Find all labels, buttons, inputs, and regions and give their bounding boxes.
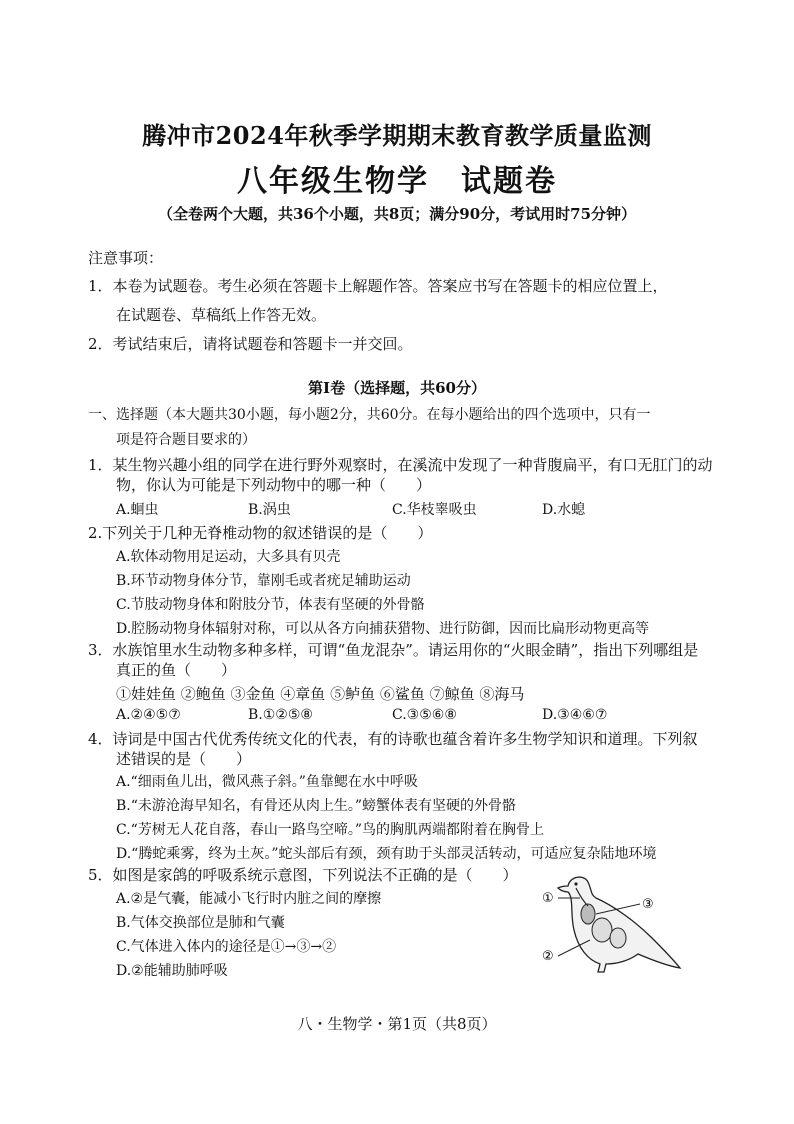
note-item-1-line1: 1．本卷为试题卷。考生必须在答题卡上解题作答。答案应书写在答题卡的相应位置上， [88, 277, 668, 295]
q3-stem-line1: 3．水族馆里水生动物多种多样，可谓“鱼龙混杂”。请运用你的“火眼金睛”，指出下列哪组是 [88, 641, 699, 659]
q2-option-a: A.软体动物用足运动，大多具有贝壳 [116, 549, 341, 565]
note-item-2: 2．考试结束后，请将试题卷和答题卡一并交回。 [88, 335, 413, 353]
q4-option-d: D.“腾蛇乘雾，终为土灰。”蛇头部后有颈，颈有助于头部灵活转动，可适应复杂陆地环境 [116, 846, 657, 862]
q4-stem-line1: 4．诗词是中国古代优秀传统文化的代表，有的诗歌也蕴含着许多生物学知识和道理。下列叙 [88, 730, 698, 748]
q5-option-a: A.②是气囊，能减小飞行时内脏之间的摩擦 [116, 891, 382, 907]
part1-title: 第Ⅰ卷（选择题，共60分） [308, 379, 486, 397]
exam-subtitle: （全卷两个大题，共36个小题，共8页；满分90分，考试用时75分钟） [157, 205, 637, 223]
q5-option-b: B.气体交换部位是肺和气囊 [116, 915, 285, 931]
pigeon-body-outline [558, 877, 680, 972]
q3-items: ①娃娃鱼 ②鲍鱼 ③金鱼 ④章鱼 ⑤鲈鱼 ⑥鲨鱼 ⑦鲸鱼 ⑧海马 [116, 685, 525, 703]
exam-title-line2: 八年级生物学 试题卷 [237, 164, 557, 199]
exam-title-line1: 腾冲市2024年秋季学期期末教育教学质量监测 [142, 121, 652, 150]
air-sac-shape [592, 918, 612, 942]
q3-stem-line2: 真正的鱼（ ） [116, 661, 237, 679]
q3-option-b: B.①②⑤⑧ [248, 707, 313, 723]
q3-option-c: C.③⑤⑥⑧ [392, 707, 457, 723]
q2-option-b: B.环节动物身体分节，靠刚毛或者疣足辅助运动 [116, 573, 411, 589]
label-1: ① [542, 891, 554, 906]
q3-option-a: A.②④⑤⑦ [116, 707, 181, 723]
note-item-1-line2: 在试题卷、草稿纸上作答无效。 [116, 306, 327, 324]
section-instructions-line1: 一、选择题（本大题共30小题，每小题2分，共60分。在每小题给出的四个选项中，只有一 [88, 407, 651, 423]
section-instructions-line2: 项是符合题目要求的） [116, 432, 256, 448]
q1-option-a: A.蛔虫 [116, 502, 159, 518]
lung-shape [581, 904, 595, 924]
page-footer: 八・生物学・第1页（共8页） [297, 1015, 497, 1033]
air-sac-shape-2 [610, 928, 626, 948]
label-2: ② [542, 949, 554, 964]
q1-stem-line1: 1．某生物兴趣小组的同学在进行野外观察时，在溪流中发现了一种背腹扁平，有口无肛门的动 [88, 456, 713, 474]
q1-option-c: C.华枝睾吸虫 [392, 502, 477, 518]
q2-option-d: D.腔肠动物身体辐射对称，可以从各方向捕获猎物、进行防御，因而比扁形动物更高等 [116, 621, 650, 637]
q3-option-d: D.③④⑥⑦ [542, 707, 608, 723]
q4-option-c: C.“芳树无人花自落，春山一路鸟空啼。”鸟的胸肌两端都附着在胸骨上 [116, 822, 544, 838]
notes-title: 注意事项： [88, 249, 164, 267]
q5-stem: 5．如图是家鸽的呼吸系统示意图，下列说法不正确的是（ ） [88, 866, 518, 884]
q2-option-c: C.节肢动物身体和附肢分节，体表有坚硬的外骨骼 [116, 597, 425, 613]
q5-option-d: D.②能辅助肺呼吸 [116, 963, 228, 979]
q2-stem: 2.下列关于几种无脊椎动物的叙述错误的是（ ） [88, 524, 433, 542]
q1-stem-line2: 物，你认为可能是下列动物中的哪一种（ ） [116, 476, 432, 494]
q1-option-d: D.水螅 [542, 502, 586, 518]
q4-option-b: B.“未游沧海早知名，有骨还从肉上生。”螃蟹体表有坚硬的外骨骼 [116, 798, 517, 814]
pigeon-respiratory-diagram [540, 868, 700, 978]
label-3: ③ [642, 897, 654, 912]
q5-option-c: C.气体进入体内的途径是①→③→② [116, 939, 337, 955]
pigeon-eye [574, 882, 577, 885]
q1-option-b: B.涡虫 [248, 502, 291, 518]
q4-stem-line2: 述错误的是（ ） [116, 750, 252, 768]
q4-option-a: A.“细雨鱼儿出，微风燕子斜。”鱼靠鳃在水中呼吸 [116, 774, 418, 790]
